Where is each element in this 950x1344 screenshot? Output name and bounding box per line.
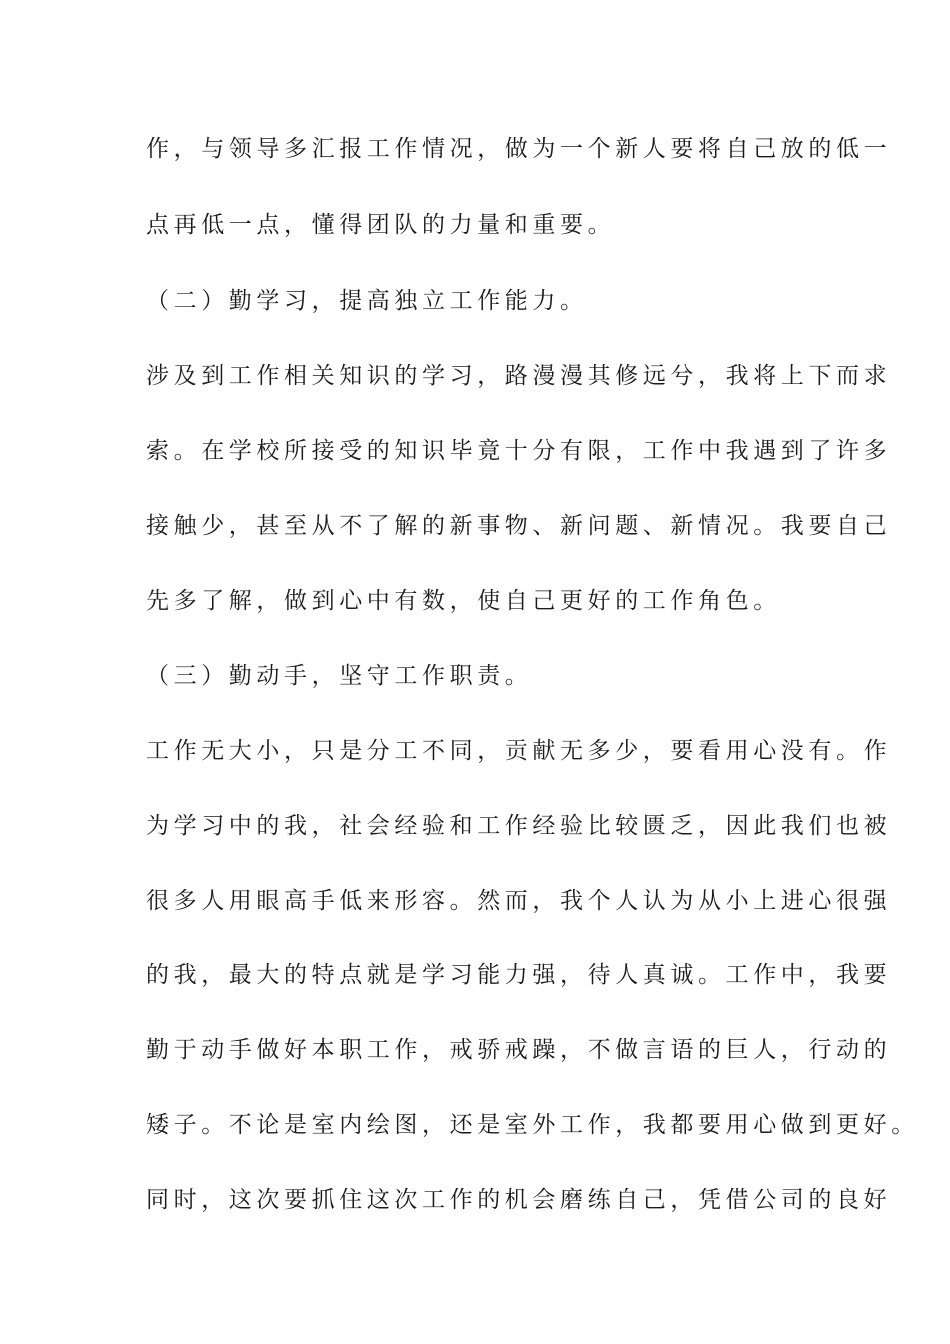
paragraph-line: 矮子。不论是室内绘图，还是室外工作，我都要用心做到更好。 xyxy=(146,1112,919,1138)
section-heading: （二）勤学习，提高独立工作能力。 xyxy=(146,288,588,314)
paragraph-line: 索。在学校所接受的知识毕竟十分有限，工作中我遇到了许多 xyxy=(146,438,892,464)
paragraph-line: 涉及到工作相关知识的学习，路漫漫其修远兮，我将上下而求 xyxy=(146,363,892,389)
paragraph-line: 很多人用眼高手低来形容。然而，我个人认为从小上进心很强 xyxy=(146,888,892,914)
paragraph-line: 为学习中的我，社会经验和工作经验比较匮乏，因此我们也被 xyxy=(146,813,892,839)
paragraph-line: 工作无大小，只是分工不同，贡献无多少，要看用心没有。作 xyxy=(146,738,892,764)
paragraph-line: 作，与领导多汇报工作情况，做为一个新人要将自己放的低一 xyxy=(146,136,892,162)
paragraph-line: 勤于动手做好本职工作，戒骄戒躁，不做言语的巨人，行动的 xyxy=(146,1037,892,1063)
paragraph-line: 同时，这次要抓住这次工作的机会磨练自己，凭借公司的良好 xyxy=(146,1187,892,1213)
paragraph-line: 接触少，甚至从不了解的新事物、新问题、新情况。我要自己 xyxy=(146,513,892,539)
paragraph-line: 点再低一点，懂得团队的力量和重要。 xyxy=(146,212,616,238)
section-heading: （三）勤动手，坚守工作职责。 xyxy=(146,663,533,689)
paragraph-line: 的我，最大的特点就是学习能力强，待人真诚。工作中，我要 xyxy=(146,962,892,988)
paragraph-line: 先多了解，做到心中有数，使自己更好的工作角色。 xyxy=(146,588,781,614)
